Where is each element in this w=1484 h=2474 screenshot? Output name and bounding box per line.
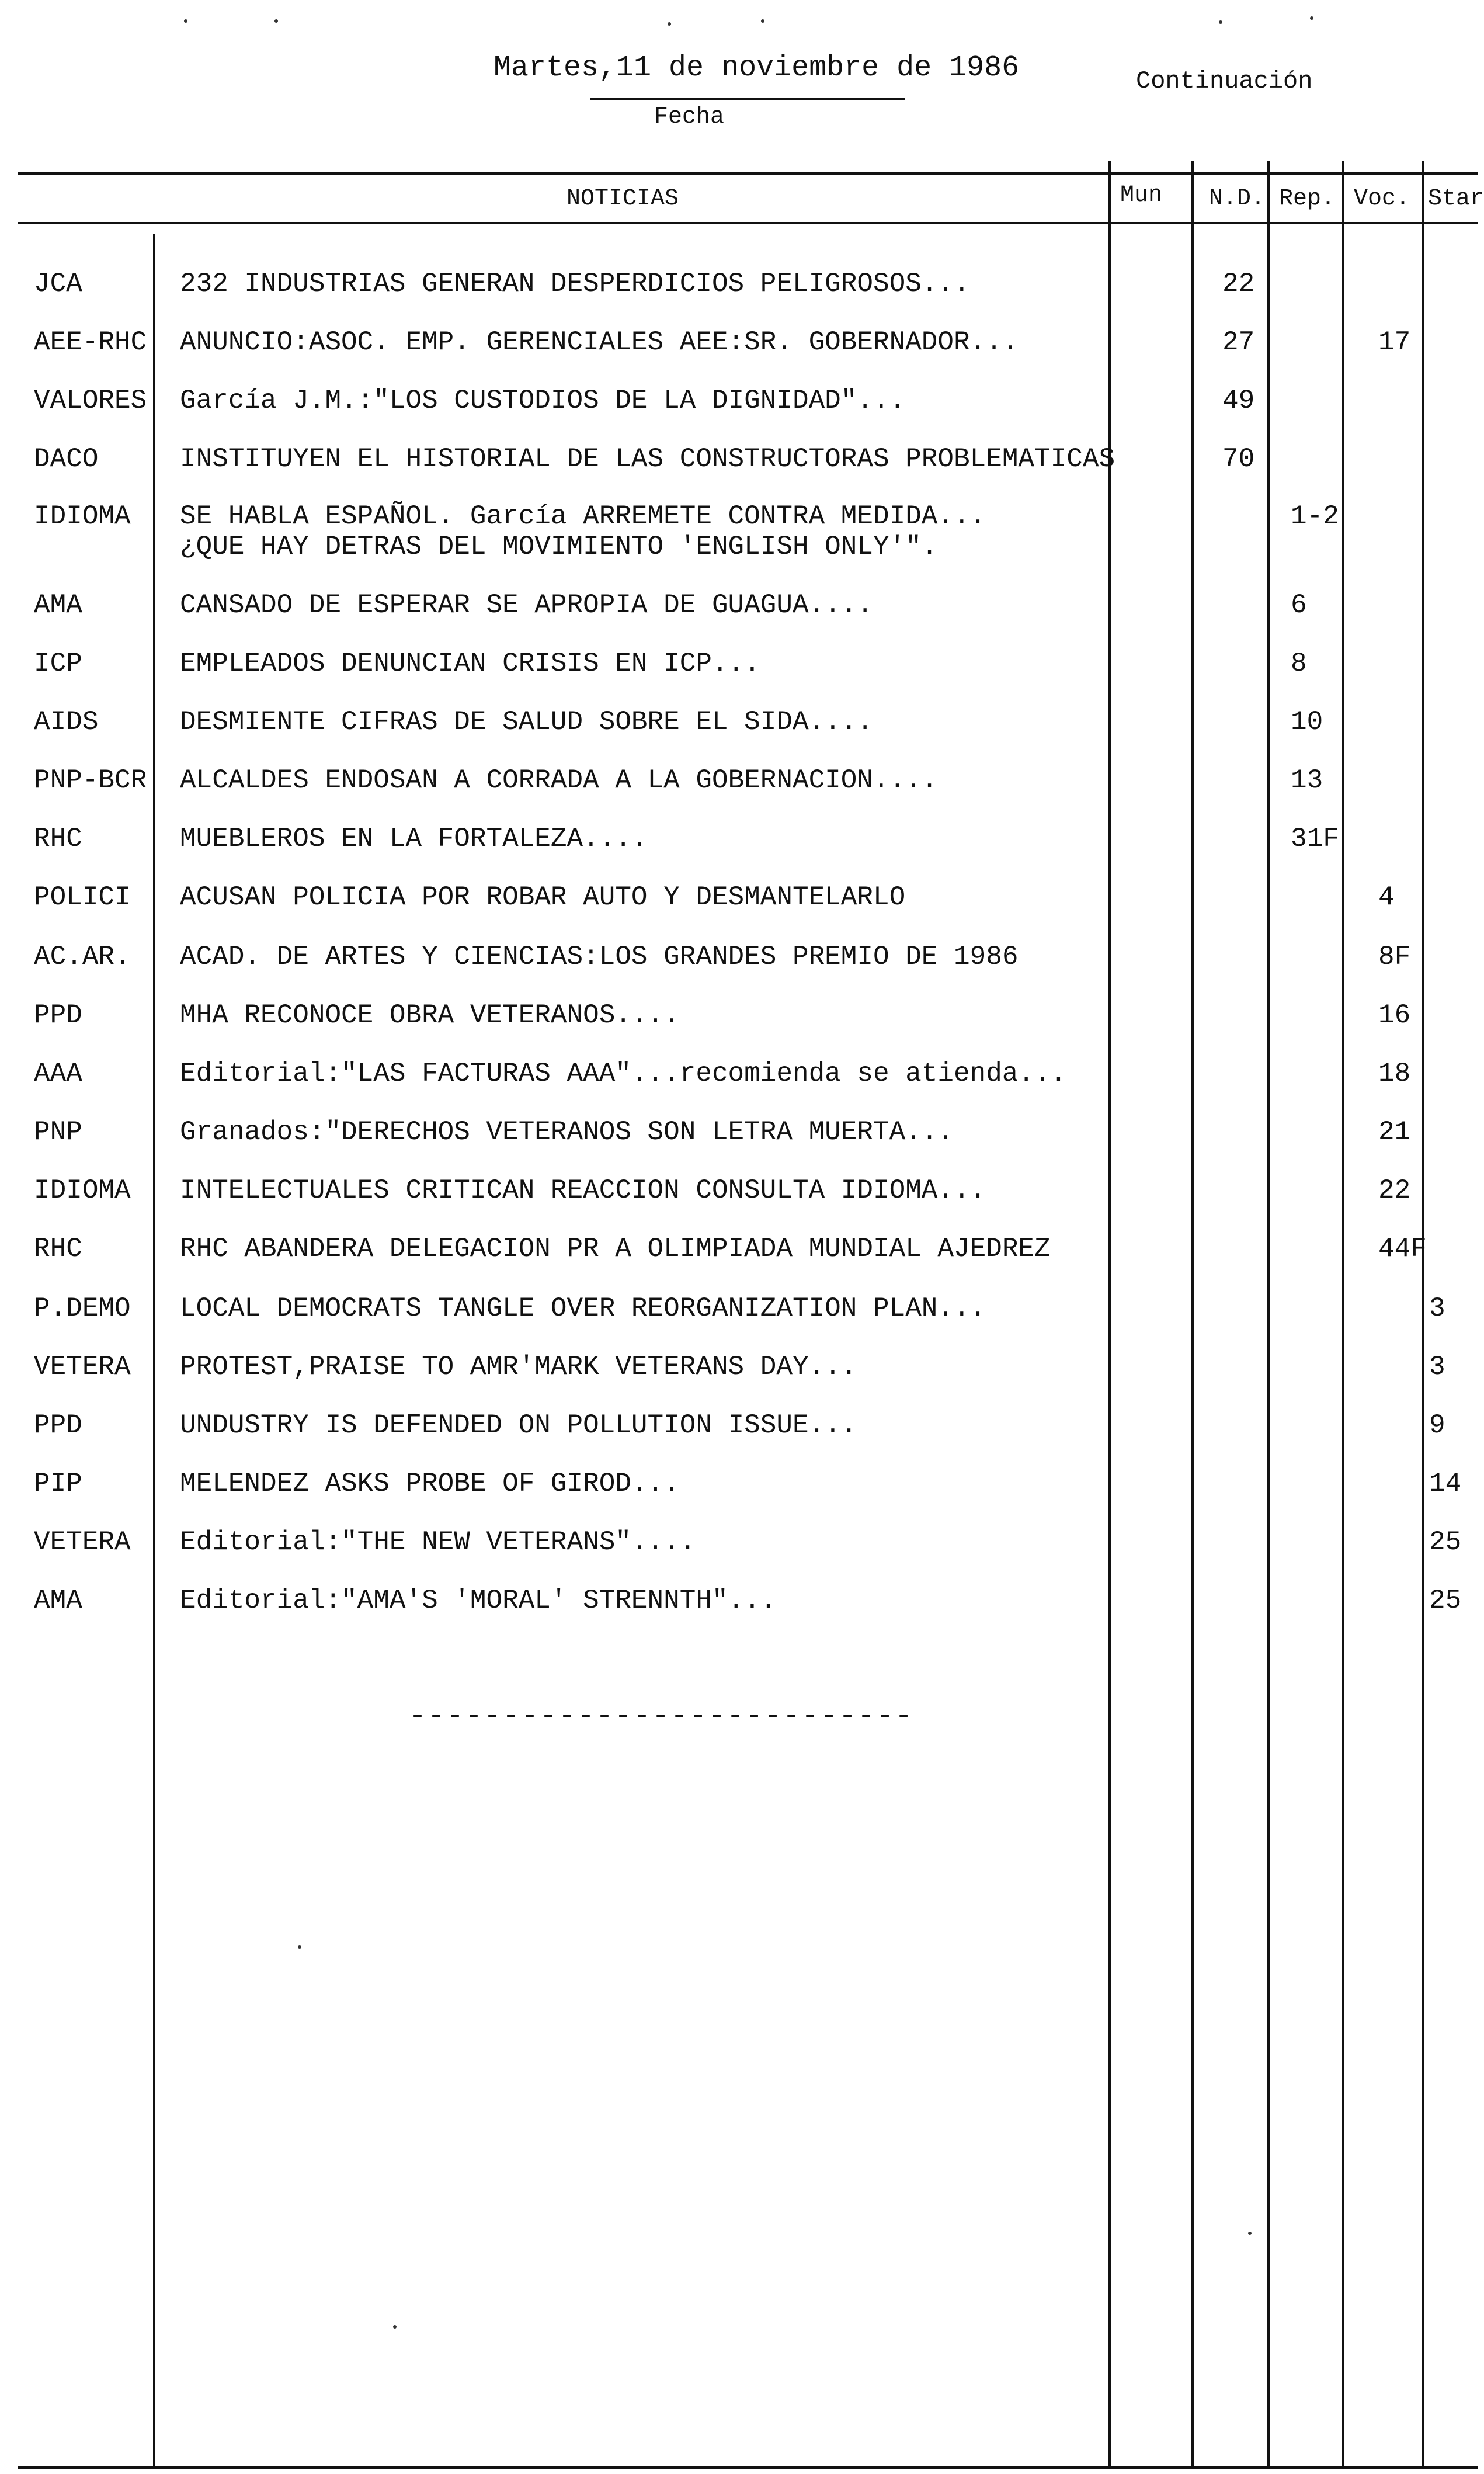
row-page-rep: 13 — [1291, 765, 1323, 796]
rep-column-left-rule — [1267, 161, 1270, 2466]
row-page-star: 14 — [1429, 1469, 1462, 1499]
date-label: Fecha — [654, 104, 725, 130]
row-page-rep: 6 — [1291, 590, 1307, 620]
row-code: PNP — [34, 1117, 82, 1147]
row-code: PPD — [34, 1000, 82, 1030]
row-code: PIP — [34, 1469, 82, 1499]
row-code: RHC — [34, 824, 82, 854]
header-bottom-rule — [18, 222, 1478, 224]
scan-speck — [1310, 16, 1313, 20]
row-code: AMA — [34, 590, 82, 620]
scan-speck — [184, 19, 187, 23]
row-headline: PROTEST,PRAISE TO AMR'MARK VETERANS DAY... — [180, 1352, 857, 1382]
scan-speck — [1219, 20, 1222, 24]
row-page-rep: 10 — [1291, 707, 1323, 737]
row-headline: DESMIENTE CIFRAS DE SALUD SOBRE EL SIDA.... — [180, 707, 873, 737]
row-headline: ANUNCIO:ASOC. EMP. GERENCIALES AEE:SR. GOBERNADOR... — [180, 327, 1019, 358]
row-page-nd: 27 — [1222, 327, 1255, 358]
row-page-voc: 18 — [1378, 1059, 1411, 1089]
row-code: IDIOMA — [34, 1175, 131, 1206]
scan-speck — [393, 2325, 397, 2329]
column-header-mun: Mun — [1120, 182, 1163, 209]
table-bottom-rule — [18, 2466, 1478, 2469]
scan-speck — [761, 19, 764, 23]
row-page-rep: 1-2 — [1291, 501, 1339, 532]
date-underline — [590, 98, 905, 100]
row-code: PNP-BCR — [34, 765, 147, 796]
row-page-star: 3 — [1429, 1352, 1445, 1382]
continuation-label: Continuación — [1136, 67, 1313, 95]
row-headline: Editorial:"AMA'S 'MORAL' STRENNTH"... — [180, 1585, 777, 1616]
row-page-voc: 17 — [1378, 327, 1411, 358]
row-headline: Editorial:"LAS FACTURAS AAA"...recomienda se atienda... — [180, 1059, 1067, 1089]
mun-column-left-rule — [1108, 161, 1111, 2466]
code-column-divider — [153, 234, 155, 2466]
row-page-voc: 4 — [1378, 882, 1395, 912]
row-page-nd: 70 — [1222, 444, 1255, 474]
column-header-star: Star — [1428, 186, 1484, 212]
row-page-voc: 21 — [1378, 1117, 1411, 1147]
scan-speck — [274, 19, 278, 23]
column-header-nd: N.D. — [1209, 186, 1266, 212]
row-page-voc: 8F — [1378, 942, 1411, 972]
scan-speck — [668, 22, 671, 26]
column-header-rep: Rep. — [1279, 186, 1336, 212]
row-headline: Editorial:"THE NEW VETERANS".... — [180, 1527, 696, 1557]
row-headline: CANSADO DE ESPERAR SE APROPIA DE GUAGUA.... — [180, 590, 873, 620]
star-column-left-rule — [1422, 161, 1424, 2466]
row-headline: ACUSAN POLICIA POR ROBAR AUTO Y DESMANTELARLO — [180, 882, 906, 912]
row-code: AAA — [34, 1059, 82, 1089]
row-code: AC.AR. — [34, 942, 131, 972]
row-headline: MHA RECONOCE OBRA VETERANOS.... — [180, 1000, 680, 1030]
row-page-voc: 44F — [1378, 1234, 1427, 1264]
row-code: ICP — [34, 648, 82, 679]
row-page-nd: 49 — [1222, 386, 1255, 416]
row-code: IDIOMA — [34, 501, 131, 532]
row-headline: MELENDEZ ASKS PROBE OF GIROD... — [180, 1469, 680, 1499]
row-headline: RHC ABANDERA DELEGACION PR A OLIMPIADA MUNDIAL AJEDREZ — [180, 1234, 1051, 1264]
row-code: DACO — [34, 444, 99, 474]
row-code: VALORES — [34, 386, 147, 416]
column-header-noticias: NOTICIAS — [567, 186, 679, 212]
row-code: RHC — [34, 1234, 82, 1264]
row-headline: EMPLEADOS DENUNCIAN CRISIS EN ICP... — [180, 648, 760, 679]
row-headline: INTELECTUALES CRITICAN REACCION CONSULTA IDIOMA... — [180, 1175, 986, 1206]
row-headline: UNDUSTRY IS DEFENDED ON POLLUTION ISSUE... — [180, 1410, 857, 1441]
scan-speck — [298, 1945, 301, 1949]
end-rule: --------------------------- — [409, 1700, 914, 1733]
nd-column-left-rule — [1191, 161, 1194, 2466]
row-code: AMA — [34, 1585, 82, 1616]
row-headline: LOCAL DEMOCRATS TANGLE OVER REORGANIZATION PLAN... — [180, 1293, 986, 1324]
row-page-star: 25 — [1429, 1585, 1462, 1616]
row-page-nd: 22 — [1222, 269, 1255, 299]
row-headline: INSTITUYEN EL HISTORIAL DE LAS CONSTRUCTORAS PROBLEMATICAS — [180, 444, 1115, 474]
row-page-rep: 31F — [1291, 824, 1339, 854]
voc-column-left-rule — [1342, 161, 1344, 2466]
row-headline: MUEBLEROS EN LA FORTALEZA.... — [180, 824, 648, 854]
row-code: VETERA — [34, 1352, 131, 1382]
row-code: AEE-RHC — [34, 327, 147, 358]
row-headline: 232 INDUSTRIAS GENERAN DESPERDICIOS PELIGROSOS... — [180, 269, 970, 299]
row-code: P.DEMO — [34, 1293, 131, 1324]
date: Martes,11 de noviembre de 1986 — [493, 51, 1020, 85]
row-headline: García J.M.:"LOS CUSTODIOS DE LA DIGNIDAD"... — [180, 386, 906, 416]
row-code: JCA — [34, 269, 82, 299]
row-page-star: 25 — [1429, 1527, 1462, 1557]
row-page-star: 3 — [1429, 1293, 1445, 1324]
row-code: POLICI — [34, 882, 131, 912]
row-code: PPD — [34, 1410, 82, 1441]
row-page-rep: 8 — [1291, 648, 1307, 679]
row-page-voc: 22 — [1378, 1175, 1411, 1206]
row-headline: ALCALDES ENDOSAN A CORRADA A LA GOBERNACION.... — [180, 765, 938, 796]
column-header-voc: Voc. — [1354, 186, 1410, 212]
scan-speck — [1248, 2232, 1252, 2235]
row-headline: SE HABLA ESPAÑOL. García ARREMETE CONTRA MEDIDA... ¿QUE HAY DETRAS DEL MOVIMIENTO 'ENGLISH ONLY'". — [180, 501, 986, 562]
row-code: VETERA — [34, 1527, 131, 1557]
row-headline: Granados:"DERECHOS VETERANOS SON LETRA MUERTA... — [180, 1117, 954, 1147]
row-page-voc: 16 — [1378, 1000, 1411, 1030]
row-code: AIDS — [34, 707, 99, 737]
row-headline: ACAD. DE ARTES Y CIENCIAS:LOS GRANDES PREMIO DE 1986 — [180, 942, 1019, 972]
table-top-rule — [18, 172, 1478, 175]
row-page-star: 9 — [1429, 1410, 1445, 1441]
